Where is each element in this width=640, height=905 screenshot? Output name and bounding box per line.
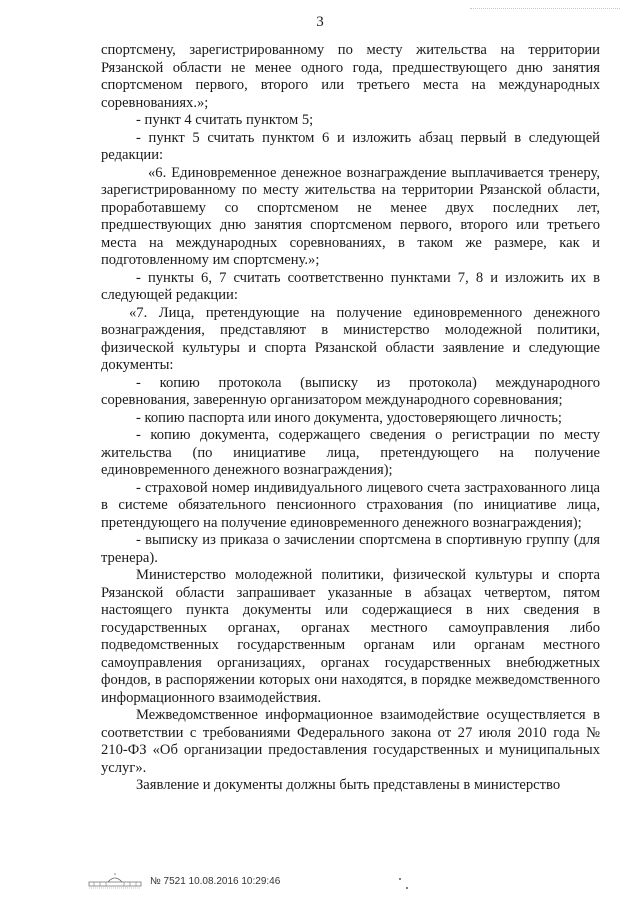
paragraph: - копию протокола (выписку из протокола) международного соревнования, заверенную организатором международного соревнования; [101, 374, 600, 408]
scan-speck [399, 878, 401, 880]
paragraph: «7. Лица, претендующие на получение единовременного денежного вознаграждения, представляют в министерство молодежной политики, физической культуры и спорта Рязанской области заявление и следующие документы: [101, 304, 600, 373]
paragraph: - пункт 4 считать пунктом 5; [136, 112, 314, 128]
registration-stamp: № 7521 10.08.2016 10:29:46 [150, 875, 281, 887]
document-body [101, 42, 600, 795]
paragraph: спортсмену, зарегистрированному по месту жительства на территории Рязанской области не менее одного года, предшествующего дню занятия спортсменом первого, второго или третьего места на международных соревнованиях.»; [101, 42, 600, 111]
page-number: 3 [316, 14, 324, 30]
paragraph: Межведомственное информационное взаимодействие осуществляется в соответствии с требованиями Федерального закона от 27 июля 2010 года № 210-ФЗ «Об организации предоставления государственных и муниципальных услуг». [101, 707, 600, 776]
paragraph: Заявление и документы должны быть представлены в министерство [136, 777, 561, 793]
paragraph: Министерство молодежной политики, физической культуры и спорта Рязанской области запрашивает указанные в абзацах четвертом, пятом настоящего пункта документы или содержащиеся в них сведения в государственных органах, органах местного самоуправления либо подведомственных государственным органам или органам местного самоуправления организациях, органах государственных внебюджетных фондов, в распоряжении которых они находятся, в порядке межведомственного информационного взаимодействия. [101, 567, 600, 706]
paragraph: - пункт 5 считать пунктом 6 и изложить абзац первый в следующей редакции: [101, 129, 600, 163]
paragraph: - страховой номер индивидуального лицевого счета застрахованного лица в системе обязательного пенсионного страхования (по инициативе лица, претендующего на получение единовременного денежного вознаграждения); [101, 479, 600, 531]
scan-artifact [470, 8, 620, 12]
paragraph: «6. Единовременное денежное вознаграждение выплачивается тренеру, зарегистрированному по месту жительства на территории Рязанской области, проработавшему со спортсменом не менее двух последних лет, предшествующих дню занятия спортсменом первого, второго или третьего места на международных соревнованиях, в таком же размере, как и подготовленному им спортсмену.»; [101, 164, 600, 268]
paragraph: - копию документа, содержащего сведения о регистрации по месту жительства (по инициативе лица, претендующего на получение единовременного денежного вознаграждения); [101, 427, 600, 478]
document-footer [86, 873, 280, 889]
paragraph: - пункты 6, 7 считать соответственно пунктами 7, 8 и изложить их в следующей редакции: [101, 269, 600, 303]
paragraph: - копию паспорта или иного документа, удостоверяющего личность; [136, 409, 562, 426]
registry-logo-icon [86, 873, 144, 889]
paragraph: - выписку из приказа о зачислении спортсмена в спортивную группу (для тренера). [101, 532, 600, 566]
scan-speck [406, 887, 408, 889]
